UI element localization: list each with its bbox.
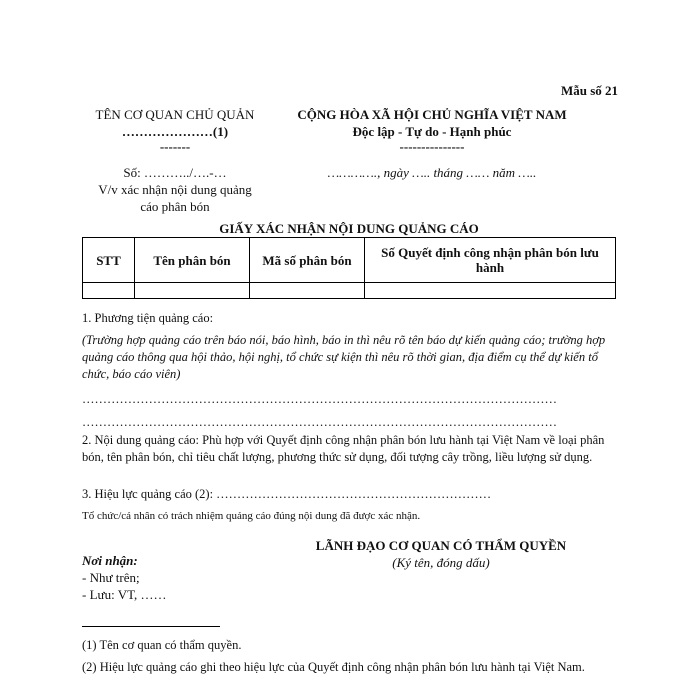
recipients-heading: Nơi nhận: <box>82 553 138 568</box>
footnote-2: (2) Hiệu lực quảng cáo ghi theo hiệu lực của Quyết định công nhận phân bón lưu hành tại Việt Nam. <box>82 660 585 674</box>
signature-note: (Ký tên, đóng dấu) <box>392 555 490 570</box>
column-header: Số Quyết định công nhận phân bón lưu hành <box>365 238 616 283</box>
table-cell <box>83 283 135 299</box>
right-dashes: --------------- <box>399 139 465 154</box>
column-header: Mã số phân bón <box>250 238 365 283</box>
table-row <box>83 283 616 299</box>
dotted-line: …………………………………………………………………………………………………… <box>82 415 557 429</box>
footnote-divider <box>82 626 220 627</box>
national-motto: Độc lập - Tự do - Hạnh phúc <box>352 124 512 139</box>
right-header <box>272 106 592 181</box>
table-cell <box>135 283 250 299</box>
subject-line-2: cáo phân bón <box>140 199 210 214</box>
section-1-note: (Trường hợp quảng cáo trên báo nói, báo hình, báo in thì nêu rõ tên báo dự kiến quảng cáo; trường hợp quảng cáo thông qua hội thảo, hội nghị, tổ chức sự kiện thì nêu rõ thời gian, địa điểm cụ thể dự kiến tổ chức, báo cáo viên) <box>82 333 606 381</box>
agency-name: TÊN CƠ QUAN CHỦ QUẢN <box>95 107 255 122</box>
signature-title: LÃNH ĐẠO CƠ QUAN CÓ THẨM QUYỀN <box>315 538 567 553</box>
section-1 <box>82 310 616 431</box>
footnote-1: (1) Tên cơ quan có thẩm quyền. <box>82 638 242 652</box>
section-3: 3. Hiệu lực quảng cáo (2): ………………………………………………………… <box>82 487 492 501</box>
column-header: STT <box>83 238 135 283</box>
subject-line: V/v xác nhận nội dung quảng <box>98 182 252 197</box>
recipients <box>82 552 282 603</box>
footnotes <box>82 637 616 676</box>
signature-block <box>296 537 586 571</box>
recipient-item: - Lưu: VT, …… <box>82 587 167 602</box>
form-number: Mẫu số 21 <box>560 83 618 98</box>
section-2: 2. Nội dung quảng cáo: Phù hợp với Quyết định công nhận phân bón lưu hành tại Việt Nam về loại phân bón, tên phân bón, chỉ tiêu chất lượng, phương thức sử dụng, đối tượng cây trồng, liều lượng sử dụng. <box>82 433 605 464</box>
responsibility-note: Tổ chức/cá nhân có trách nhiệm quảng cáo đúng nội dung đã được xác nhận. <box>82 510 421 522</box>
table-cell <box>365 283 616 299</box>
country-name: CỘNG HÒA XÃ HỘI CHỦ NGHĨA VIỆT NAM <box>297 107 567 122</box>
left-dashes: ------- <box>159 139 191 154</box>
recipient-item: - Như trên; <box>82 570 140 585</box>
left-header <box>80 106 270 215</box>
dotted-line: …………………………………………………………………………………………………… <box>82 392 557 406</box>
section-1-heading: 1. Phương tiện quảng cáo: <box>82 311 214 325</box>
document-number: Số: ………../….-… <box>123 165 227 180</box>
date-line: …………., ngày ….. tháng …… năm ….. <box>327 165 537 180</box>
column-header: Tên phân bón <box>135 238 250 283</box>
document-title: GIẤY XÁC NHẬN NỘI DUNG QUẢNG CÁO <box>219 221 479 236</box>
table-header-row <box>83 238 616 283</box>
agency-placeholder: …………………(1) <box>121 124 229 139</box>
fertilizer-table <box>82 237 616 299</box>
table-cell <box>250 283 365 299</box>
